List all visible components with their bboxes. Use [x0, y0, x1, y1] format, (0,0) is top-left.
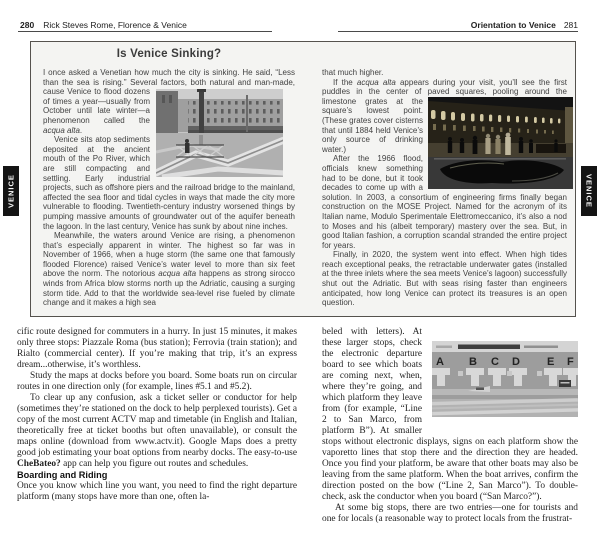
subheading-boarding-and-riding: Boarding and Riding — [17, 470, 108, 480]
platform-letter: C — [491, 356, 499, 368]
section-title: Orientation to Venice — [470, 20, 556, 30]
platform-letter: D — [512, 356, 520, 368]
venice-tab-right: VENICE — [581, 166, 597, 216]
photo-vaporetto-platform-map — [426, 327, 578, 427]
book-title: Rick Steves Rome, Florence & Venice — [43, 20, 187, 30]
sidebar-paragraph: Venice sits atop sediments deposited at the ancient mouth of the Po River, which are still compacting and settling. Early industrial projects, such as offshore piers and the railroad bridge to the mainland, affected the sea floor and tidal cycles in ways that made the city more vulnerable to flooding. Twentieth-century industry worsened things by pumping massive amounts of groundwater out of the aquifer beneath the lagoon. In the last century, Venice has sunk by about nine inches. — [43, 135, 295, 231]
body-paragraph: Study the maps at docks before you board. Some boats run on circular routes in one direction only (for example, lines #5.1 and #5.2). — [17, 371, 297, 392]
platform-letter: F — [567, 356, 574, 368]
platform-letter: E — [547, 356, 555, 368]
sidebar-paragraph: If the acqua alta appears during your visit, you’ll see the first puddles in the center of paved squares, pooling around the limestone grates at the square’s lowest point. (These grates cover cisterns that until 1884 held Venice’s only source of drinking water.) — [322, 77, 568, 154]
sidebar-paragraph: After the 1966 flood, officials knew something had to be done, but it took decades to come up with a solution. In 2003, a consortium of engineering firms finally began construction on the MOSE Project. Named for the acronym of its Italian name, Modulo Sperimentale Elettromeccanico, it’s also a nod to Moses and his (albeit temporary) mastery over the sea. But, in good Italian fashion, a corruption scandal stranded the entire project for years. — [322, 154, 567, 250]
platform-letter: B — [469, 356, 477, 368]
header-right — [471, 20, 578, 30]
body-paragraph: Once you know which line you want, you need to find the right departure platform (many stops have more than one, often la- — [17, 481, 297, 502]
sidebar-title: Is Venice Sinking? — [116, 48, 222, 60]
main-column-right — [322, 327, 578, 525]
platform-letter: A — [436, 356, 444, 368]
sidebar-column-right — [322, 68, 567, 308]
sidebar-paragraph: Meanwhile, the waters around Venice are rising, a phenomenon that’s especially apparent in winter. The highest so far was in November of 1966, when a huge storm (the same one that famously flooded Florence) raised Venice’s water level to more than six feet above the norm. The notorious acqua alta happens as strong sirocco winds from Africa blow storms north up the Adriatic, causing a surging storm tide. Add to that the worldwide sea-level rise fueled by climate change and it makes a high sea — [43, 231, 295, 308]
body-paragraph: cific route designed for commuters in a hurry. In just 15 minutes, it makes only three stops: Piazzale Roma (bus station); Ferrovia (train station); and Rialto (commercial center). If you’re making that trip, it’s an express dream...otherwise, it’s worthless. — [17, 327, 297, 370]
sidebar-paragraph: I once asked a Venetian how much the city is sinking. He said, “Less than the sea is rising.” Several factors, both natural and man-made, cause Venice to flood dozens of times a year—usually from October until late winter—a phenomenon called the acqua alta. — [43, 68, 295, 135]
body-paragraph: At some big stops, there are two entries—one for tourists and one for locals (a reasonable way to protect locals from the frustrat- — [322, 503, 578, 524]
sidebar-column-left — [43, 68, 295, 308]
page-number-left: 280 — [20, 20, 35, 30]
main-column-left — [17, 327, 297, 503]
sidebar-paragraph: that much higher. — [322, 68, 384, 77]
header-left — [20, 20, 187, 30]
header-rule-right — [338, 31, 578, 32]
sidebar-paragraph: Finally, in 2020, the system went into effect. When high tides reach exceptional peaks, the retractable underwater gates (installed at the three inlets where the sea meets Venice’s lagoon) successfully shut out the Adriatic. But with seas rising faster than engineers anticipated, how long Venice can protect its treasures is an open question. — [322, 250, 567, 308]
body-paragraph: To clear up any confusion, ask a ticket seller or conductor for help (sometimes they’re stationed on the dock to help perplexed tourists). Get a copy of the most current ACTV map and timetable (in English and Italian, theoretically free at ticket booths but often unavailable), or consult the maps online (download from www.actv.it). Google Maps does a pretty good job estimating your boat options from nearby docks. The easy-to-use CheBateo? app can help you figure out routes and schedules. — [17, 393, 297, 469]
page-number-right: 281 — [563, 20, 578, 30]
body-paragraph: beled with letters). At these larger stops, check the electronic departure board to see which boats are coming next, when, where they’re going, and which platform they leave from (for example, “Line 2 to San Marco, from platform B”). At smaller stops without electronic displays, signs on each platform show the vaporetto lines that stop there and the direction they are headed. Once you find your platform, be aware that other boats may also be leaving from the same platform. When the boat arrives, confirm the direction posted on the bow (“Line 2, San Marco”). To double-check, ask the conductor when you board (“San Marco?”). — [322, 327, 578, 502]
header-rule-left — [18, 31, 272, 32]
venice-tab-left: VENICE — [3, 166, 19, 216]
